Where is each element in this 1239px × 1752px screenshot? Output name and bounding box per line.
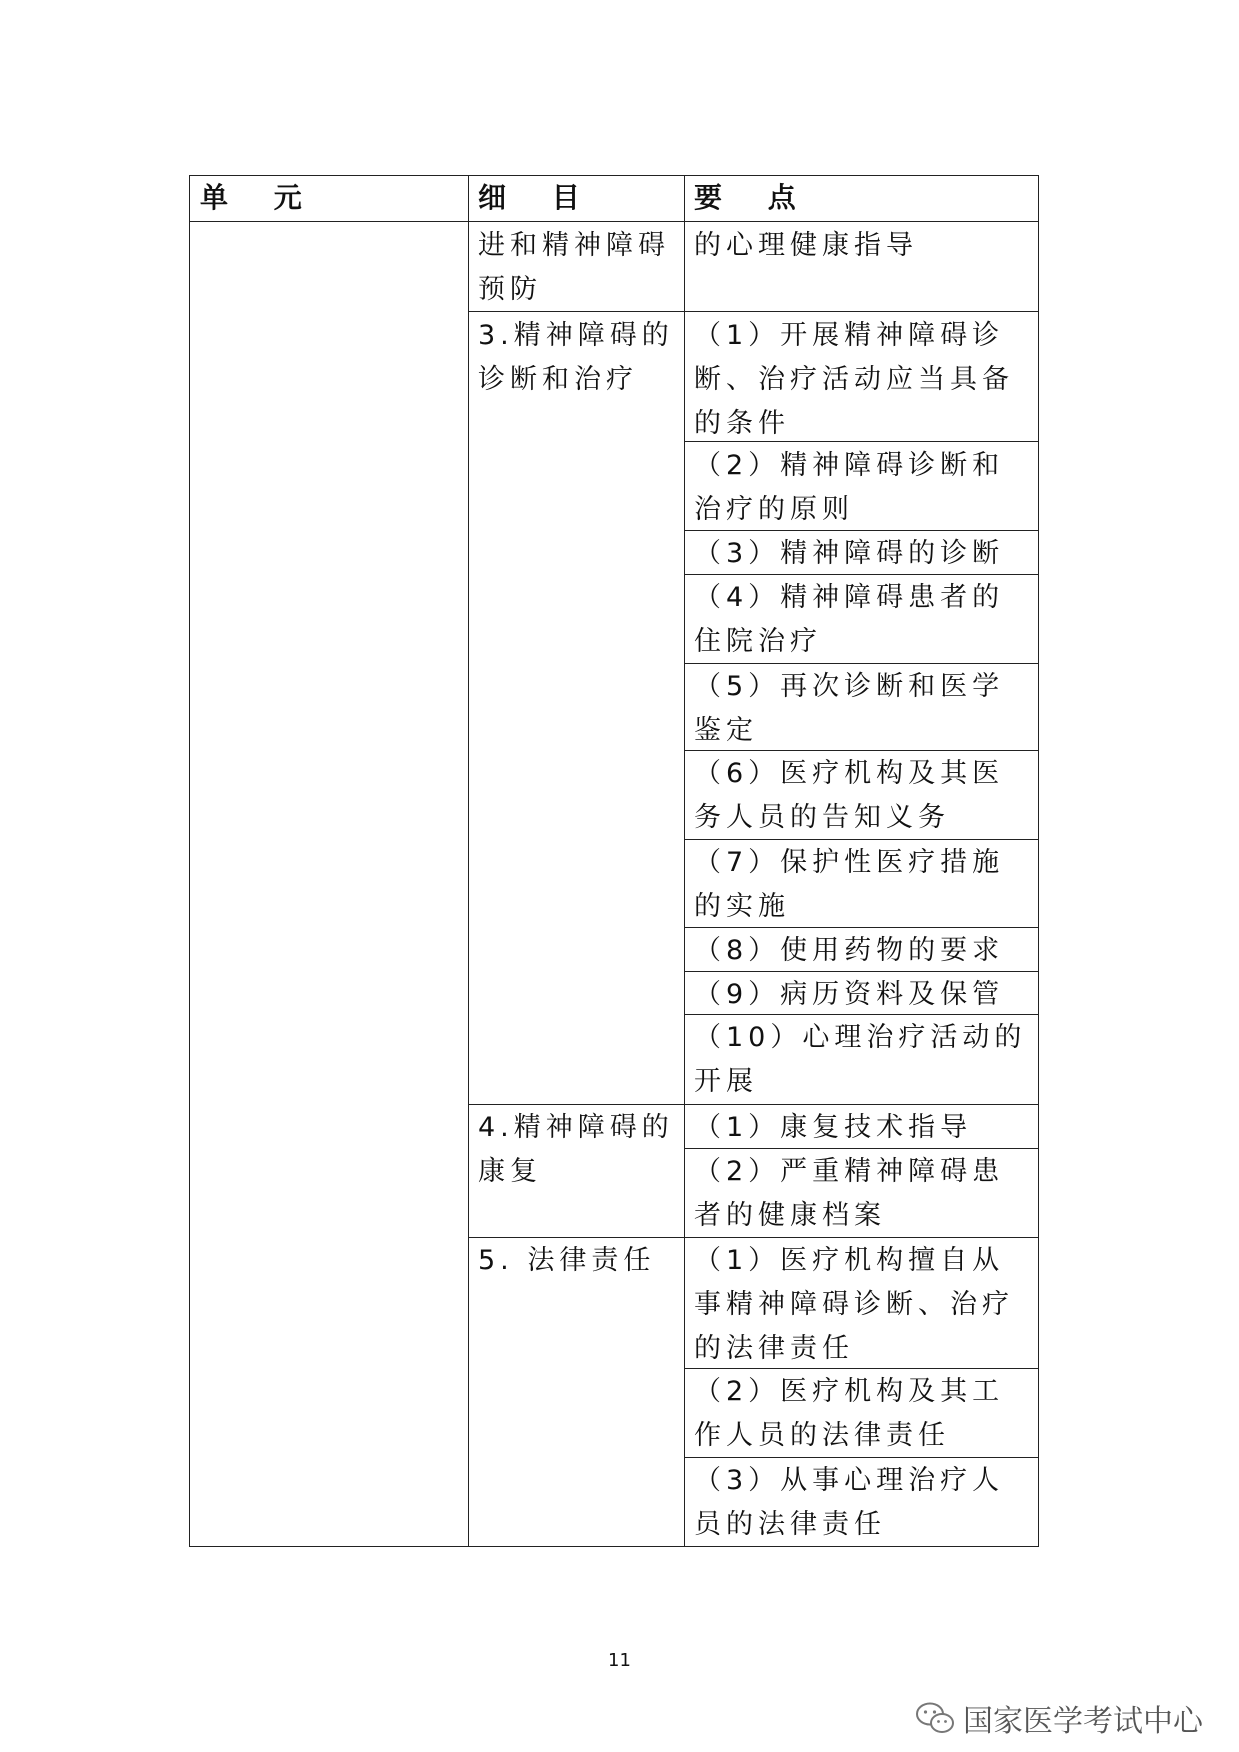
- point-cell: （1）康复技术指导: [694, 1112, 973, 1143]
- row-divider: [468, 1237, 1038, 1238]
- point-cell: （5）再次诊断和医学鉴定: [694, 671, 1005, 746]
- point-cell: （7）保护性医疗措施的实施: [694, 847, 1005, 922]
- row-divider: [684, 663, 1038, 664]
- item-cell: 5. 法律责任: [478, 1245, 656, 1276]
- item-cell: 进和精神障碍预防: [478, 230, 670, 305]
- point-cell: （4）精神障碍患者的住院治疗: [694, 582, 1005, 657]
- item-cell: 4.精神障碍的康复: [478, 1112, 674, 1187]
- wechat-icon: [915, 1701, 955, 1735]
- point-cell: （8）使用药物的要求: [694, 935, 1005, 966]
- row-divider: [684, 1014, 1038, 1015]
- watermark: [915, 1696, 1203, 1740]
- point-cell: （3）精神障碍的诊断: [694, 538, 1005, 569]
- watermark-text: 国家医学考试中心: [963, 1704, 1203, 1739]
- point-cell: （1）开展精神障碍诊断、治疗活动应当具备的条件: [694, 320, 1014, 439]
- row-divider: [684, 441, 1038, 442]
- point-cell: （2）严重精神障碍患者的健康档案: [694, 1156, 1005, 1231]
- point-cell: （3）从事心理治疗人员的法律责任: [694, 1465, 1005, 1540]
- row-divider: [684, 750, 1038, 751]
- row-divider: [468, 311, 1038, 312]
- header-divider: [190, 221, 1038, 222]
- row-divider: [684, 839, 1038, 840]
- point-cell: （1）医疗机构擅自从事精神障碍诊断、治疗的法律责任: [694, 1245, 1014, 1364]
- item-cell: 3.精神障碍的诊断和治疗: [478, 320, 674, 395]
- header-unit: 单 元: [200, 181, 320, 214]
- point-cell: （6）医疗机构及其医务人员的告知义务: [694, 758, 1005, 833]
- page-number: 11: [608, 1650, 631, 1671]
- point-cell: （10）心理治疗活动的开展: [694, 1022, 1027, 1097]
- syllabus-table: [189, 175, 1039, 1547]
- point-cell: （2）医疗机构及其工作人员的法律责任: [694, 1376, 1005, 1451]
- point-cell: （2）精神障碍诊断和治疗的原则: [694, 450, 1005, 525]
- row-divider: [684, 927, 1038, 928]
- point-cell: （9）病历资料及保管: [694, 979, 1005, 1010]
- row-divider: [468, 1104, 1038, 1105]
- row-divider: [684, 1148, 1038, 1149]
- row-divider: [684, 530, 1038, 531]
- row-divider: [684, 971, 1038, 972]
- header-point: 要 点: [694, 181, 814, 214]
- row-divider: [684, 1457, 1038, 1458]
- row-divider: [684, 1368, 1038, 1369]
- row-divider: [684, 574, 1038, 575]
- header-item: 细 目: [478, 181, 598, 214]
- point-cell: 的心理健康指导: [694, 230, 918, 261]
